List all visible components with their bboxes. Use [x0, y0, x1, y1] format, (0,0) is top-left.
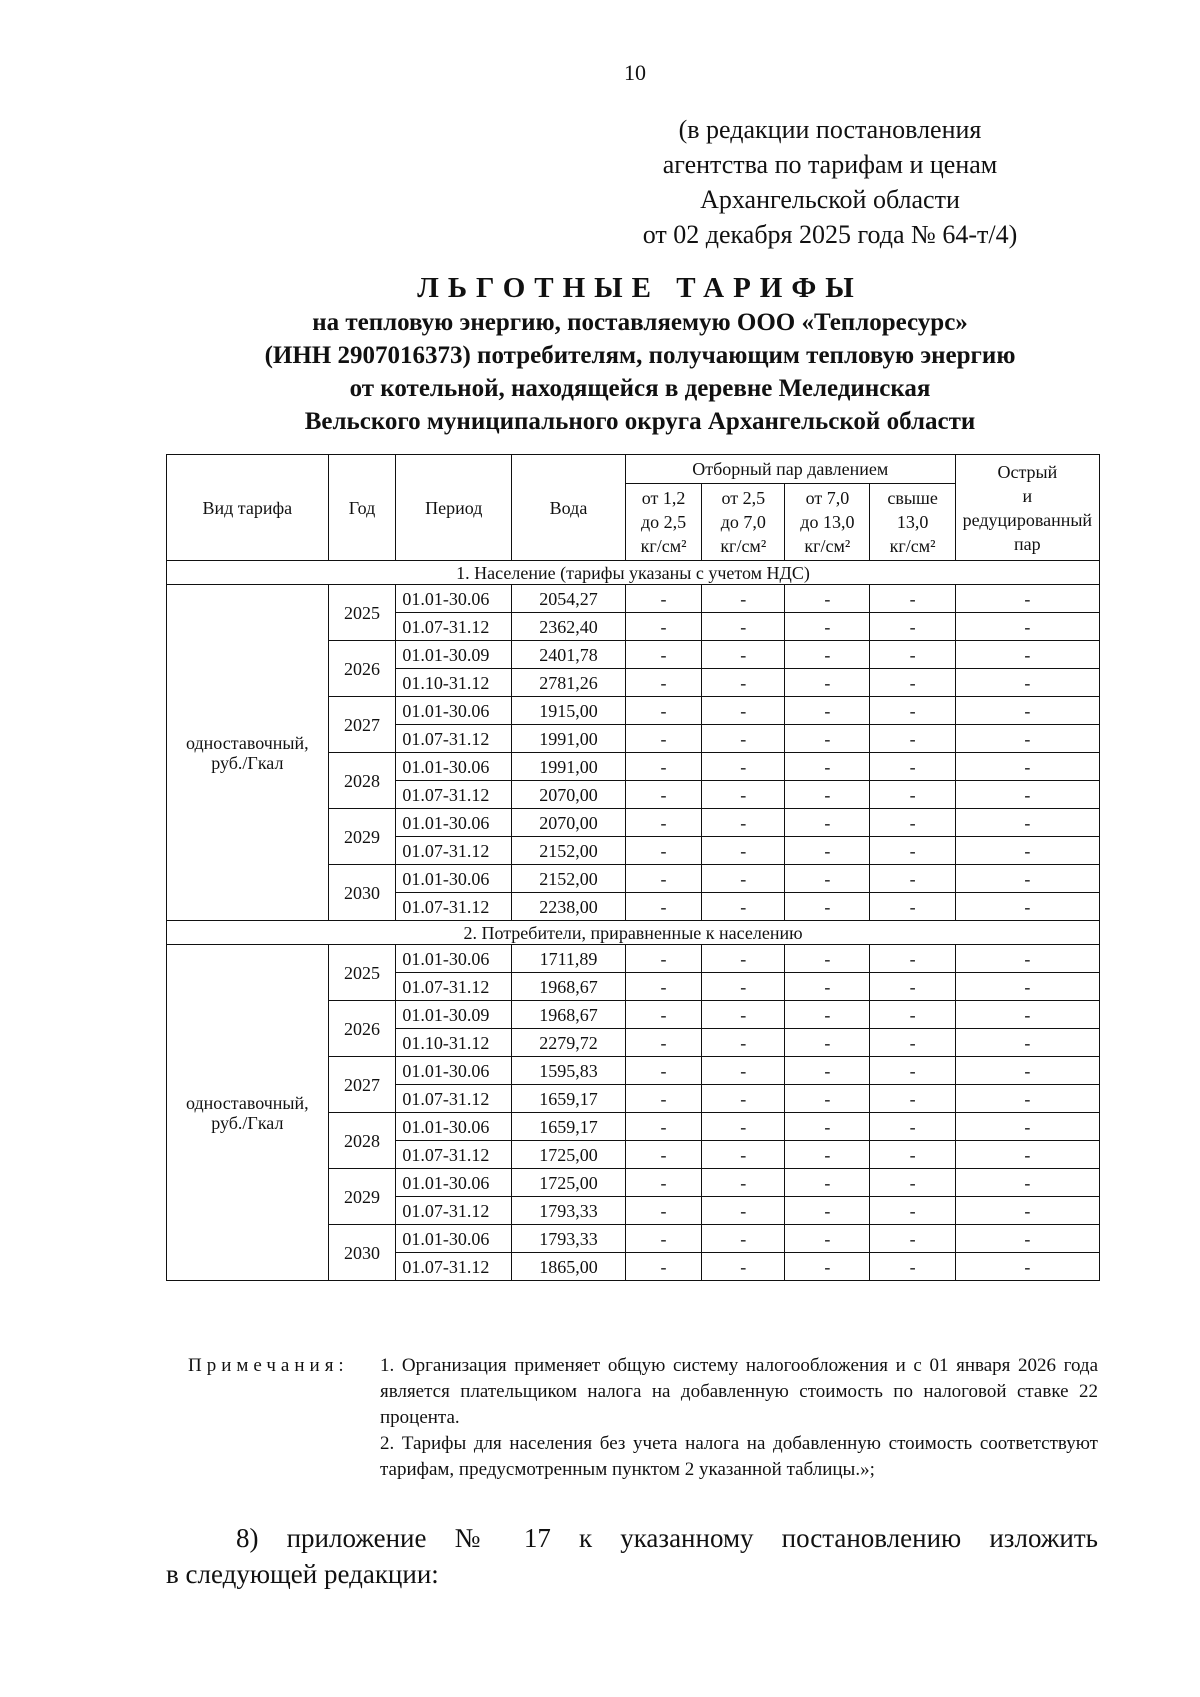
year-cell: 2027	[328, 697, 396, 753]
header-line: 13,0	[896, 512, 929, 532]
water-tariff-cell: 2070,00	[512, 809, 626, 837]
header-line: и	[1022, 485, 1033, 506]
water-tariff-cell: 2152,00	[512, 837, 626, 865]
steam-tariff-cell: -	[625, 1085, 701, 1113]
steam-tariff-cell: -	[870, 1113, 955, 1141]
steam-tariff-cell: -	[785, 781, 870, 809]
steam-tariff-cell: -	[625, 585, 701, 613]
steam-tariff-cell: -	[870, 585, 955, 613]
tariff-table-body	[167, 561, 1100, 1281]
period-cell: 01.01-30.09	[396, 641, 512, 669]
water-tariff-cell: 1659,17	[512, 1113, 626, 1141]
water-tariff-cell: 1711,89	[512, 945, 626, 973]
header-steam-group: Отборный пар давлением	[625, 455, 955, 484]
edition-line: от 02 декабря 2025 года № 64-т/4)	[642, 220, 1018, 249]
steam-tariff-cell: -	[870, 865, 955, 893]
steam-tariff-cell: -	[702, 1197, 785, 1225]
steam-tariff-cell: -	[702, 1029, 785, 1057]
section-header-row	[167, 921, 1100, 945]
period-cell: 01.10-31.12	[396, 1029, 512, 1057]
water-tariff-cell: 1991,00	[512, 725, 626, 753]
steam-tariff-cell: -	[625, 865, 701, 893]
water-tariff-cell: 1865,00	[512, 1253, 626, 1281]
water-tariff-cell: 1793,33	[512, 1225, 626, 1253]
sharp-steam-tariff-cell: -	[955, 641, 1099, 669]
steam-tariff-cell: -	[702, 753, 785, 781]
period-cell: 01.01-30.06	[396, 1113, 512, 1141]
steam-tariff-cell: -	[702, 1253, 785, 1281]
period-cell: 01.07-31.12	[396, 725, 512, 753]
edition-line: агентства по тарифам и ценам	[662, 150, 998, 179]
sharp-steam-tariff-cell: -	[955, 1001, 1099, 1029]
steam-tariff-cell: -	[625, 1057, 701, 1085]
steam-tariff-cell: -	[785, 725, 870, 753]
steam-tariff-cell: -	[625, 893, 701, 921]
steam-tariff-cell: -	[785, 809, 870, 837]
sharp-steam-tariff-cell: -	[955, 973, 1099, 1001]
steam-tariff-cell: -	[870, 697, 955, 725]
sharp-steam-tariff-cell: -	[955, 945, 1099, 973]
title-main: ЛЬГОТНЫЕ ТАРИФЫ	[417, 272, 863, 304]
steam-tariff-cell: -	[870, 669, 955, 697]
year-cell: 2030	[328, 1225, 396, 1281]
water-tariff-cell: 2054,27	[512, 585, 626, 613]
header-steam-1	[625, 484, 701, 561]
steam-tariff-cell: -	[785, 669, 870, 697]
period-cell: 01.01-30.06	[396, 1057, 512, 1085]
steam-tariff-cell: -	[625, 1253, 701, 1281]
sharp-steam-tariff-cell: -	[955, 865, 1099, 893]
header-line: кг/см²	[640, 536, 687, 556]
steam-tariff-cell: -	[870, 753, 955, 781]
sharp-steam-tariff-cell: -	[955, 1057, 1099, 1085]
edition-line: Архангельской области	[700, 185, 960, 214]
steam-tariff-cell: -	[625, 1197, 701, 1225]
steam-tariff-cell: -	[702, 837, 785, 865]
steam-tariff-cell: -	[702, 1085, 785, 1113]
water-tariff-cell: 1968,67	[512, 1001, 626, 1029]
edition-line: (в редакции постановления	[678, 115, 982, 144]
section-header-row	[167, 561, 1100, 585]
header-line: до 7,0	[720, 512, 766, 532]
sharp-steam-tariff-cell: -	[955, 1085, 1099, 1113]
steam-tariff-cell: -	[625, 1225, 701, 1253]
year-cell: 2030	[328, 865, 396, 921]
steam-tariff-cell: -	[785, 1225, 870, 1253]
period-cell: 01.07-31.12	[396, 893, 512, 921]
year-cell: 2027	[328, 1057, 396, 1113]
year-cell: 2028	[328, 1113, 396, 1169]
steam-tariff-cell: -	[870, 809, 955, 837]
header-line: от 2,5	[721, 488, 766, 508]
header-period: Период	[396, 455, 512, 561]
steam-tariff-cell: -	[702, 1169, 785, 1197]
water-tariff-cell: 1968,67	[512, 973, 626, 1001]
period-cell: 01.01-30.09	[396, 1001, 512, 1029]
header-line: кг/см²	[804, 536, 851, 556]
steam-tariff-cell: -	[870, 641, 955, 669]
period-cell: 01.01-30.06	[396, 865, 512, 893]
steam-tariff-cell: -	[702, 973, 785, 1001]
tariff-type-line: одноставочный,	[186, 732, 309, 753]
header-tariff-type: Вид тарифа	[167, 455, 329, 561]
table-row	[167, 585, 1100, 613]
year-cell: 2025	[328, 585, 396, 641]
title-line: (ИНН 2907016373) потребителям, получающим тепловую энергию	[264, 342, 1016, 369]
steam-tariff-cell: -	[625, 973, 701, 1001]
steam-tariff-cell: -	[870, 893, 955, 921]
water-tariff-cell: 2279,72	[512, 1029, 626, 1057]
water-tariff-cell: 2362,40	[512, 613, 626, 641]
steam-tariff-cell: -	[702, 1141, 785, 1169]
header-steam-4	[870, 484, 955, 561]
sharp-steam-tariff-cell: -	[955, 753, 1099, 781]
tariff-type-line: одноставочный,	[186, 1092, 309, 1113]
period-cell: 01.07-31.12	[396, 613, 512, 641]
steam-tariff-cell: -	[785, 893, 870, 921]
steam-tariff-cell: -	[625, 837, 701, 865]
steam-tariff-cell: -	[870, 837, 955, 865]
steam-tariff-cell: -	[625, 697, 701, 725]
sharp-steam-tariff-cell: -	[955, 1197, 1099, 1225]
header-line: от 1,2	[641, 488, 686, 508]
sharp-steam-tariff-cell: -	[955, 1029, 1099, 1057]
steam-tariff-cell: -	[702, 725, 785, 753]
steam-tariff-cell: -	[785, 1029, 870, 1057]
header-line: пар	[1014, 533, 1041, 554]
document-title	[160, 270, 1120, 438]
header-line: кг/см²	[720, 536, 767, 556]
steam-tariff-cell: -	[702, 1057, 785, 1085]
steam-tariff-cell: -	[625, 753, 701, 781]
steam-tariff-cell: -	[785, 1169, 870, 1197]
notes-items	[380, 1353, 1098, 1483]
period-cell: 01.07-31.12	[396, 1197, 512, 1225]
sharp-steam-tariff-cell: -	[955, 837, 1099, 865]
steam-tariff-cell: -	[785, 1141, 870, 1169]
steam-tariff-cell: -	[702, 1225, 785, 1253]
year-cell: 2026	[328, 1001, 396, 1057]
period-cell: 01.07-31.12	[396, 1141, 512, 1169]
steam-tariff-cell: -	[625, 725, 701, 753]
water-tariff-cell: 1595,83	[512, 1057, 626, 1085]
sharp-steam-tariff-cell: -	[955, 1141, 1099, 1169]
period-cell: 01.07-31.12	[396, 1085, 512, 1113]
instruction-line: в следующей редакции:	[166, 1559, 439, 1589]
steam-tariff-cell: -	[702, 1001, 785, 1029]
steam-tariff-cell: -	[870, 781, 955, 809]
steam-tariff-cell: -	[702, 865, 785, 893]
steam-tariff-cell: -	[702, 893, 785, 921]
header-water: Вода	[512, 455, 626, 561]
title-line: Вельского муниципального округа Архангельской области	[304, 408, 976, 435]
steam-tariff-cell: -	[785, 865, 870, 893]
steam-tariff-cell: -	[625, 613, 701, 641]
period-cell: 01.07-31.12	[396, 973, 512, 1001]
year-cell: 2026	[328, 641, 396, 697]
header-year: Год	[328, 455, 396, 561]
water-tariff-cell: 1915,00	[512, 697, 626, 725]
steam-tariff-cell: -	[785, 1001, 870, 1029]
steam-tariff-cell: -	[870, 1029, 955, 1057]
steam-tariff-cell: -	[702, 781, 785, 809]
header-line: от 7,0	[805, 488, 850, 508]
steam-tariff-cell: -	[870, 1001, 955, 1029]
steam-tariff-cell: -	[702, 613, 785, 641]
instruction-line: 8) приложение № 17 к указанному постановлению изложить	[236, 1523, 1098, 1553]
sharp-steam-tariff-cell: -	[955, 725, 1099, 753]
sharp-steam-tariff-cell: -	[955, 1113, 1099, 1141]
title-line: на тепловую энергию, поставляемую ООО «Теплоресурс»	[312, 309, 968, 336]
steam-tariff-cell: -	[785, 753, 870, 781]
steam-tariff-cell: -	[625, 809, 701, 837]
header-steam-3	[785, 484, 870, 561]
sharp-steam-tariff-cell: -	[955, 1253, 1099, 1281]
steam-tariff-cell: -	[625, 945, 701, 973]
steam-tariff-cell: -	[870, 1057, 955, 1085]
steam-tariff-cell: -	[870, 1197, 955, 1225]
steam-tariff-cell: -	[870, 1085, 955, 1113]
sharp-steam-tariff-cell: -	[955, 613, 1099, 641]
header-line: до 13,0	[800, 512, 855, 532]
steam-tariff-cell: -	[870, 1141, 955, 1169]
tariff-type-cell	[167, 585, 329, 921]
steam-tariff-cell: -	[625, 641, 701, 669]
notes-label: Примечания:	[188, 1355, 349, 1376]
sharp-steam-tariff-cell: -	[955, 1225, 1099, 1253]
water-tariff-cell: 1725,00	[512, 1141, 626, 1169]
steam-tariff-cell: -	[785, 641, 870, 669]
steam-tariff-cell: -	[785, 585, 870, 613]
steam-tariff-cell: -	[702, 1113, 785, 1141]
water-tariff-cell: 1991,00	[512, 753, 626, 781]
period-cell: 01.10-31.12	[396, 669, 512, 697]
header-line: редуцированный	[962, 509, 1093, 530]
steam-tariff-cell: -	[625, 1169, 701, 1197]
steam-tariff-cell: -	[870, 613, 955, 641]
note-item: 1. Организация применяет общую систему налогообложения и с 01 января 2026 года является плательщиком налога на добавленную стоимость по налоговой ставке 22 процента.	[380, 1355, 1098, 1428]
water-tariff-cell: 2781,26	[512, 669, 626, 697]
tariff-table	[166, 454, 1100, 1281]
steam-tariff-cell: -	[870, 1169, 955, 1197]
period-cell: 01.01-30.06	[396, 945, 512, 973]
steam-tariff-cell: -	[702, 697, 785, 725]
sharp-steam-tariff-cell: -	[955, 893, 1099, 921]
steam-tariff-cell: -	[785, 1113, 870, 1141]
steam-tariff-cell: -	[625, 1001, 701, 1029]
header-sharp-steam	[955, 455, 1099, 561]
steam-tariff-cell: -	[785, 1253, 870, 1281]
period-cell: 01.01-30.06	[396, 697, 512, 725]
page-number: 10	[624, 60, 646, 85]
sharp-steam-tariff-cell: -	[955, 1169, 1099, 1197]
edition-note	[610, 112, 1050, 252]
steam-tariff-cell: -	[870, 973, 955, 1001]
steam-tariff-cell: -	[625, 1029, 701, 1057]
sharp-steam-tariff-cell: -	[955, 781, 1099, 809]
sharp-steam-tariff-cell: -	[955, 585, 1099, 613]
steam-tariff-cell: -	[870, 1225, 955, 1253]
steam-tariff-cell: -	[870, 945, 955, 973]
period-cell: 01.01-30.06	[396, 753, 512, 781]
water-tariff-cell: 1659,17	[512, 1085, 626, 1113]
water-tariff-cell: 1725,00	[512, 1169, 626, 1197]
period-cell: 01.01-30.06	[396, 585, 512, 613]
header-line: до 2,5	[640, 512, 687, 532]
sharp-steam-tariff-cell: -	[955, 669, 1099, 697]
sharp-steam-tariff-cell: -	[955, 697, 1099, 725]
table-row	[167, 945, 1100, 973]
water-tariff-cell: 2070,00	[512, 781, 626, 809]
steam-tariff-cell: -	[702, 945, 785, 973]
year-cell: 2025	[328, 945, 396, 1001]
instruction	[166, 1520, 1098, 1592]
period-cell: 01.07-31.12	[396, 781, 512, 809]
header-line: кг/см²	[889, 536, 936, 556]
steam-tariff-cell: -	[870, 1253, 955, 1281]
section-title: 2. Потребители, приравненные к населению	[167, 921, 1100, 945]
year-cell: 2028	[328, 753, 396, 809]
steam-tariff-cell: -	[625, 669, 701, 697]
period-cell: 01.01-30.06	[396, 1225, 512, 1253]
sharp-steam-tariff-cell: -	[955, 809, 1099, 837]
steam-tariff-cell: -	[625, 1141, 701, 1169]
steam-tariff-cell: -	[785, 1057, 870, 1085]
tariff-type-line: руб./Гкал	[211, 1112, 284, 1133]
period-cell: 01.07-31.12	[396, 837, 512, 865]
steam-tariff-cell: -	[785, 973, 870, 1001]
steam-tariff-cell: -	[702, 641, 785, 669]
steam-tariff-cell: -	[785, 945, 870, 973]
tariff-type-cell	[167, 945, 329, 1281]
water-tariff-cell: 2152,00	[512, 865, 626, 893]
note-item: 2. Тарифы для населения без учета налога на добавленную стоимость соответствуют тарифам, предусмотренным пунктом 2 указанной таблицы.»;	[380, 1433, 1098, 1480]
header-steam-2	[702, 484, 785, 561]
steam-tariff-cell: -	[785, 1197, 870, 1225]
steam-tariff-cell: -	[785, 697, 870, 725]
steam-tariff-cell: -	[785, 837, 870, 865]
year-cell: 2029	[328, 1169, 396, 1225]
header-line: свыше	[887, 488, 938, 508]
title-line: от котельной, находящейся в деревне Мелединская	[349, 375, 931, 402]
steam-tariff-cell: -	[870, 725, 955, 753]
period-cell: 01.01-30.06	[396, 1169, 512, 1197]
steam-tariff-cell: -	[702, 669, 785, 697]
period-cell: 01.07-31.12	[396, 1253, 512, 1281]
water-tariff-cell: 2238,00	[512, 893, 626, 921]
water-tariff-cell: 1793,33	[512, 1197, 626, 1225]
steam-tariff-cell: -	[625, 781, 701, 809]
header-line: Острый	[997, 461, 1058, 482]
steam-tariff-cell: -	[702, 585, 785, 613]
steam-tariff-cell: -	[702, 809, 785, 837]
steam-tariff-cell: -	[785, 613, 870, 641]
water-tariff-cell: 2401,78	[512, 641, 626, 669]
year-cell: 2029	[328, 809, 396, 865]
tariff-type-line: руб./Гкал	[211, 752, 284, 773]
steam-tariff-cell: -	[625, 1113, 701, 1141]
period-cell: 01.01-30.06	[396, 809, 512, 837]
section-title: 1. Население (тарифы указаны с учетом НДС)	[167, 561, 1100, 585]
steam-tariff-cell: -	[785, 1085, 870, 1113]
